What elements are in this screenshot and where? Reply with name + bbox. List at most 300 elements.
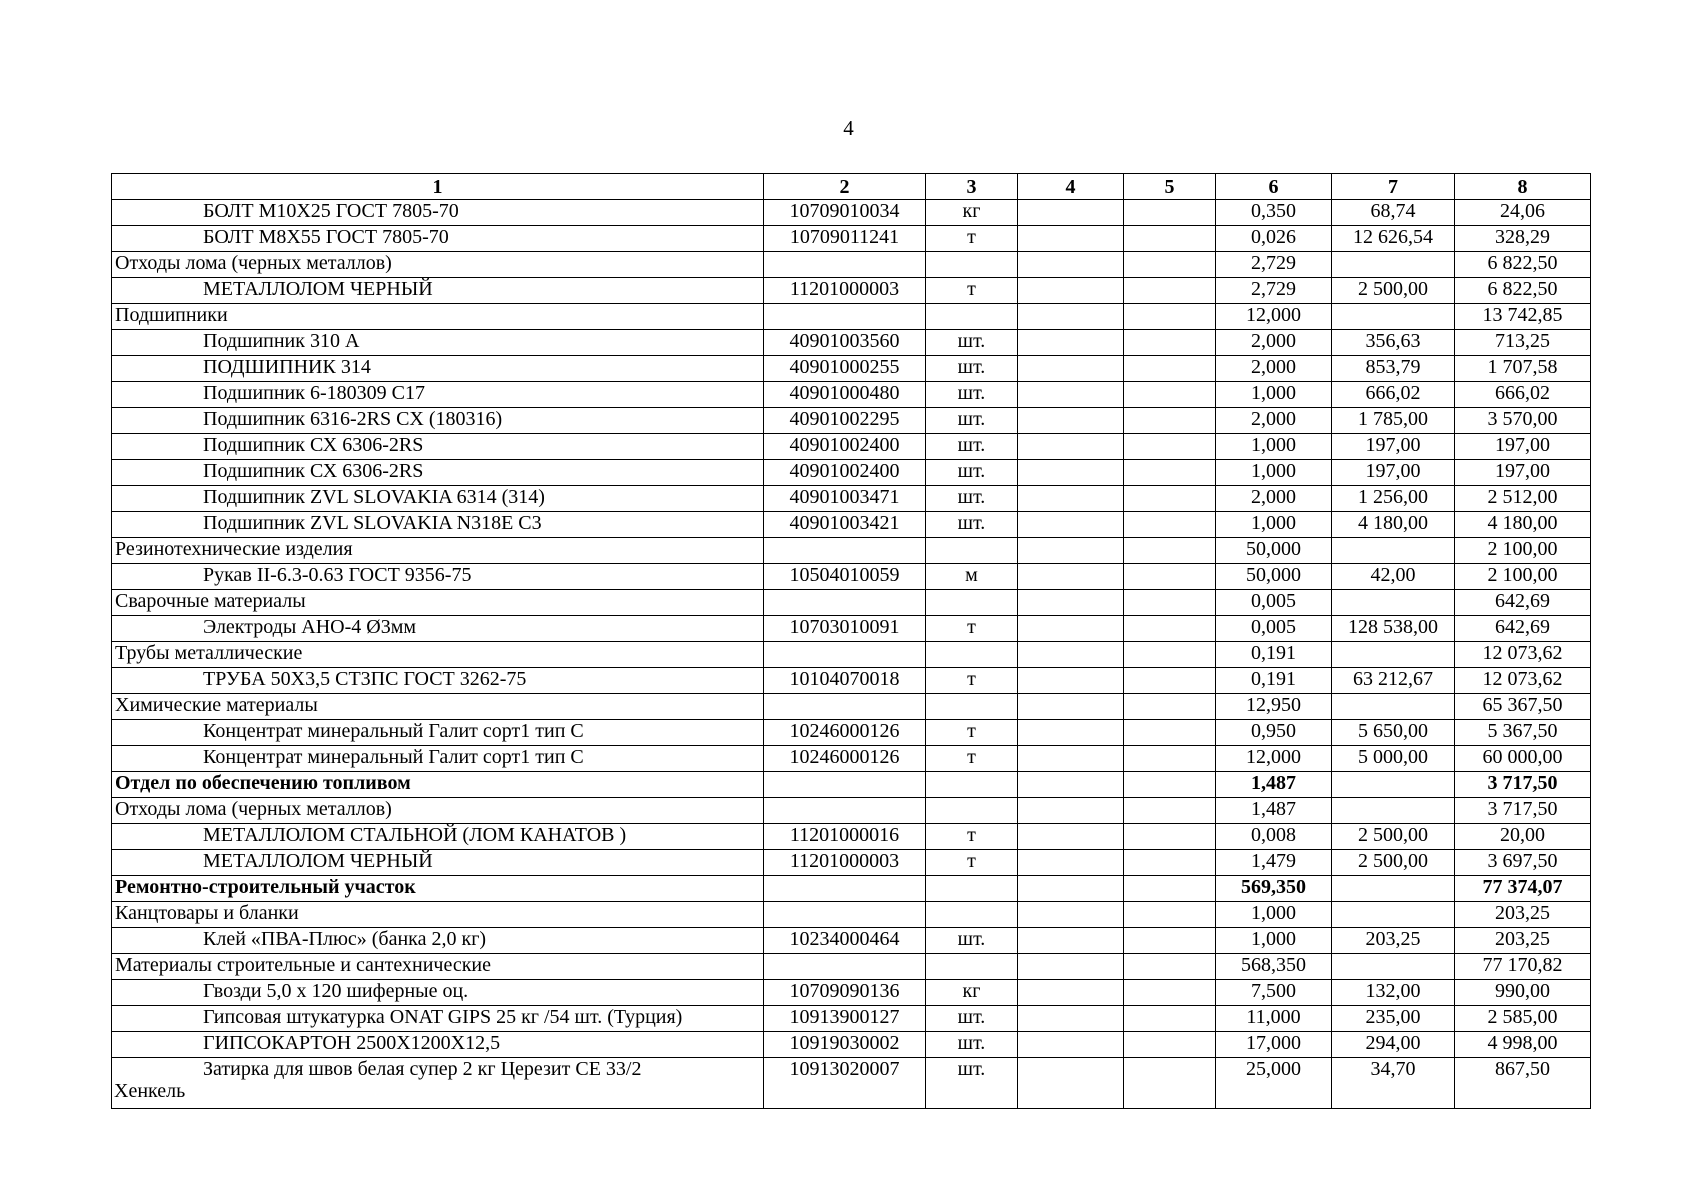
table-row [112, 330, 1591, 356]
col-5-cell [1124, 278, 1216, 304]
sum-cell: 3 717,50 [1455, 798, 1591, 824]
table-row [112, 356, 1591, 382]
item-code-cell: 10709010034 [764, 200, 926, 226]
price-cell: 1 256,00 [1332, 486, 1455, 512]
unit-cell [926, 772, 1018, 798]
price-cell: 197,00 [1332, 434, 1455, 460]
materials-table [111, 173, 1591, 1109]
item-code-cell: 10913900127 [764, 1006, 926, 1032]
col-4-cell [1018, 642, 1124, 668]
item-name-cell [112, 1058, 764, 1109]
item-code-cell: 11201000016 [764, 824, 926, 850]
item-code-cell: 10913020007 [764, 1058, 926, 1109]
item-code-cell: 11201000003 [764, 850, 926, 876]
table-row [112, 928, 1591, 954]
table-row [112, 304, 1591, 330]
table-row [112, 954, 1591, 980]
item-code-cell: 40901003560 [764, 330, 926, 356]
col-4-cell [1018, 382, 1124, 408]
item-code-cell: 40901003471 [764, 486, 926, 512]
price-cell: 12 626,54 [1332, 226, 1455, 252]
item-code-cell [764, 304, 926, 330]
col-5-cell [1124, 564, 1216, 590]
sum-cell: 1 707,58 [1455, 356, 1591, 382]
item-code-cell: 10234000464 [764, 928, 926, 954]
quantity-cell: 1,000 [1216, 460, 1332, 486]
quantity-cell: 2,000 [1216, 408, 1332, 434]
unit-cell: кг [926, 200, 1018, 226]
table-row [112, 694, 1591, 720]
item-name-cell: Подшипники [112, 304, 764, 330]
table-row [112, 720, 1591, 746]
col-5-cell [1124, 616, 1216, 642]
col-4-cell [1018, 564, 1124, 590]
table-row [112, 434, 1591, 460]
sum-cell: 203,25 [1455, 902, 1591, 928]
table-row [112, 772, 1591, 798]
item-name-line-1: Затирка для швов белая супер 2 кг Церезит СЕ 33/2 [203, 1058, 642, 1080]
price-cell [1332, 798, 1455, 824]
price-cell [1332, 590, 1455, 616]
sum-cell: 203,25 [1455, 928, 1591, 954]
col-5-cell [1124, 434, 1216, 460]
item-code-cell: 10709011241 [764, 226, 926, 252]
sum-cell: 2 100,00 [1455, 564, 1591, 590]
quantity-cell: 1,000 [1216, 512, 1332, 538]
col-4-cell [1018, 694, 1124, 720]
item-name-cell: Рукав II-6.3-0.63 ГОСТ 9356-75 [112, 564, 764, 590]
item-name-cell: Концентрат минеральный Галит сорт1 тип С [112, 720, 764, 746]
table-row [112, 382, 1591, 408]
header-col-7: 7 [1332, 174, 1455, 200]
item-name-cell: Подшипник 6316-2RS CX (180316) [112, 408, 764, 434]
col-4-cell [1018, 954, 1124, 980]
price-cell: 235,00 [1332, 1006, 1455, 1032]
item-name-cell: Резинотехнические изделия [112, 538, 764, 564]
table-row [112, 1058, 1591, 1109]
sum-cell: 713,25 [1455, 330, 1591, 356]
item-code-cell: 10703010091 [764, 616, 926, 642]
item-code-cell [764, 902, 926, 928]
item-code-cell [764, 876, 926, 902]
header-col-5: 5 [1124, 174, 1216, 200]
unit-cell: шт. [926, 1058, 1018, 1109]
quantity-cell: 568,350 [1216, 954, 1332, 980]
price-cell [1332, 772, 1455, 798]
quantity-cell: 0,350 [1216, 200, 1332, 226]
unit-cell: шт. [926, 382, 1018, 408]
price-cell: 132,00 [1332, 980, 1455, 1006]
table-row [112, 408, 1591, 434]
item-code-cell: 10504010059 [764, 564, 926, 590]
item-name-cell: Сварочные материалы [112, 590, 764, 616]
col-5-cell [1124, 850, 1216, 876]
unit-cell [926, 538, 1018, 564]
quantity-cell: 1,000 [1216, 382, 1332, 408]
header-col-3: 3 [926, 174, 1018, 200]
price-cell [1332, 694, 1455, 720]
col-5-cell [1124, 512, 1216, 538]
col-5-cell [1124, 486, 1216, 512]
item-name-cell: ПОДШИПНИК 314 [112, 356, 764, 382]
item-name-cell: Канцтовары и бланки [112, 902, 764, 928]
col-5-cell [1124, 538, 1216, 564]
item-name-cell: ГИПСОКАРТОН 2500Х1200Х12,5 [112, 1032, 764, 1058]
table-row [112, 902, 1591, 928]
price-cell [1332, 252, 1455, 278]
item-name-cell: БОЛТ М8Х55 ГОСТ 7805-70 [112, 226, 764, 252]
unit-cell [926, 642, 1018, 668]
unit-cell: т [926, 746, 1018, 772]
col-5-cell [1124, 382, 1216, 408]
item-name-cell: Химические материалы [112, 694, 764, 720]
item-code-cell: 40901000255 [764, 356, 926, 382]
item-name-cell: Клей «ПВА-Плюс» (банка 2,0 кг) [112, 928, 764, 954]
quantity-cell: 2,000 [1216, 486, 1332, 512]
item-name-cell: Подшипник 310 А [112, 330, 764, 356]
quantity-cell: 1,487 [1216, 772, 1332, 798]
sum-cell: 77 170,82 [1455, 954, 1591, 980]
sum-cell: 6 822,50 [1455, 252, 1591, 278]
header-col-6: 6 [1216, 174, 1332, 200]
table-row [112, 642, 1591, 668]
col-5-cell [1124, 642, 1216, 668]
unit-cell [926, 252, 1018, 278]
quantity-cell: 0,950 [1216, 720, 1332, 746]
price-cell: 4 180,00 [1332, 512, 1455, 538]
table-row [112, 980, 1591, 1006]
unit-cell: т [926, 616, 1018, 642]
item-name-cell: Подшипник СХ 6306-2RS [112, 434, 764, 460]
col-5-cell [1124, 590, 1216, 616]
col-4-cell [1018, 512, 1124, 538]
unit-cell: шт. [926, 434, 1018, 460]
col-5-cell [1124, 720, 1216, 746]
col-4-cell [1018, 824, 1124, 850]
price-cell: 34,70 [1332, 1058, 1455, 1109]
price-cell: 2 500,00 [1332, 824, 1455, 850]
price-cell: 42,00 [1332, 564, 1455, 590]
col-5-cell [1124, 356, 1216, 382]
price-cell: 5 000,00 [1332, 746, 1455, 772]
col-4-cell [1018, 226, 1124, 252]
col-4-cell [1018, 850, 1124, 876]
sum-cell: 3 570,00 [1455, 408, 1591, 434]
col-5-cell [1124, 226, 1216, 252]
table-body [112, 200, 1591, 1109]
col-5-cell [1124, 200, 1216, 226]
item-name-cell: Ремонтно-строительный участок [112, 876, 764, 902]
table-row [112, 824, 1591, 850]
quantity-cell: 17,000 [1216, 1032, 1332, 1058]
sum-cell: 990,00 [1455, 980, 1591, 1006]
item-code-cell [764, 642, 926, 668]
item-name-cell: Концентрат минеральный Галит сорт1 тип С [112, 746, 764, 772]
item-name-cell: Отходы лома (черных металлов) [112, 798, 764, 824]
price-cell [1332, 876, 1455, 902]
col-5-cell [1124, 330, 1216, 356]
header-col-4: 4 [1018, 174, 1124, 200]
price-cell: 666,02 [1332, 382, 1455, 408]
table-row [112, 538, 1591, 564]
quantity-cell: 2,000 [1216, 356, 1332, 382]
col-4-cell [1018, 616, 1124, 642]
price-cell: 294,00 [1332, 1032, 1455, 1058]
table-row [112, 252, 1591, 278]
quantity-cell: 2,729 [1216, 252, 1332, 278]
col-5-cell [1124, 304, 1216, 330]
unit-cell [926, 694, 1018, 720]
col-4-cell [1018, 928, 1124, 954]
col-5-cell [1124, 772, 1216, 798]
unit-cell: шт. [926, 512, 1018, 538]
item-name-cell: МЕТАЛЛОЛОМ ЧЕРНЫЙ [112, 850, 764, 876]
item-name-cell: Трубы металлические [112, 642, 764, 668]
item-code-cell: 10246000126 [764, 720, 926, 746]
col-4-cell [1018, 590, 1124, 616]
item-name-cell: Подшипник 6-180309 С17 [112, 382, 764, 408]
quantity-cell: 0,005 [1216, 616, 1332, 642]
price-cell: 356,63 [1332, 330, 1455, 356]
col-5-cell [1124, 928, 1216, 954]
price-cell [1332, 902, 1455, 928]
col-4-cell [1018, 798, 1124, 824]
quantity-cell: 12,000 [1216, 304, 1332, 330]
sum-cell: 13 742,85 [1455, 304, 1591, 330]
sum-cell: 197,00 [1455, 460, 1591, 486]
table-row [112, 460, 1591, 486]
item-code-cell: 10246000126 [764, 746, 926, 772]
quantity-cell: 12,950 [1216, 694, 1332, 720]
col-4-cell [1018, 772, 1124, 798]
price-cell: 68,74 [1332, 200, 1455, 226]
item-name-cell: Гвозди 5,0 х 120 шиферные оц. [112, 980, 764, 1006]
unit-cell: т [926, 824, 1018, 850]
col-5-cell [1124, 798, 1216, 824]
col-4-cell [1018, 304, 1124, 330]
quantity-cell: 12,000 [1216, 746, 1332, 772]
table-row [112, 486, 1591, 512]
sum-cell: 2 512,00 [1455, 486, 1591, 512]
item-name-cell: МЕТАЛЛОЛОМ ЧЕРНЫЙ [112, 278, 764, 304]
item-code-cell [764, 772, 926, 798]
item-code-cell: 40901000480 [764, 382, 926, 408]
col-5-cell [1124, 1058, 1216, 1109]
unit-cell [926, 590, 1018, 616]
sum-cell: 12 073,62 [1455, 642, 1591, 668]
col-4-cell [1018, 486, 1124, 512]
table-row [112, 1006, 1591, 1032]
price-cell: 5 650,00 [1332, 720, 1455, 746]
sum-cell: 642,69 [1455, 616, 1591, 642]
unit-cell: шт. [926, 1006, 1018, 1032]
sum-cell: 65 367,50 [1455, 694, 1591, 720]
sum-cell: 642,69 [1455, 590, 1591, 616]
unit-cell: кг [926, 980, 1018, 1006]
item-name-cell: Подшипник СХ 6306-2RS [112, 460, 764, 486]
col-5-cell [1124, 954, 1216, 980]
unit-cell [926, 798, 1018, 824]
unit-cell: т [926, 226, 1018, 252]
header-col-8: 8 [1455, 174, 1591, 200]
table-row [112, 590, 1591, 616]
item-code-cell [764, 954, 926, 980]
col-4-cell [1018, 746, 1124, 772]
col-5-cell [1124, 1006, 1216, 1032]
col-4-cell [1018, 408, 1124, 434]
col-4-cell [1018, 720, 1124, 746]
price-cell: 2 500,00 [1332, 278, 1455, 304]
price-cell: 203,25 [1332, 928, 1455, 954]
unit-cell: т [926, 668, 1018, 694]
quantity-cell: 569,350 [1216, 876, 1332, 902]
item-name-line-2: Хенкель [114, 1080, 186, 1102]
sum-cell: 328,29 [1455, 226, 1591, 252]
price-cell: 1 785,00 [1332, 408, 1455, 434]
sum-cell: 60 000,00 [1455, 746, 1591, 772]
quantity-cell: 50,000 [1216, 538, 1332, 564]
quantity-cell: 1,000 [1216, 928, 1332, 954]
price-cell: 63 212,67 [1332, 668, 1455, 694]
unit-cell: м [926, 564, 1018, 590]
price-cell: 2 500,00 [1332, 850, 1455, 876]
col-5-cell [1124, 746, 1216, 772]
col-4-cell [1018, 356, 1124, 382]
item-name-cell: Электроды АНО-4 Ø3мм [112, 616, 764, 642]
price-cell: 197,00 [1332, 460, 1455, 486]
unit-cell: т [926, 850, 1018, 876]
col-4-cell [1018, 980, 1124, 1006]
quantity-cell: 0,008 [1216, 824, 1332, 850]
item-code-cell: 11201000003 [764, 278, 926, 304]
unit-cell [926, 876, 1018, 902]
sum-cell: 666,02 [1455, 382, 1591, 408]
price-cell [1332, 954, 1455, 980]
item-name-cell: Материалы строительные и сантехнические [112, 954, 764, 980]
sum-cell: 197,00 [1455, 434, 1591, 460]
table-row [112, 850, 1591, 876]
sum-cell: 3 697,50 [1455, 850, 1591, 876]
item-code-cell [764, 538, 926, 564]
col-5-cell [1124, 252, 1216, 278]
sum-cell: 12 073,62 [1455, 668, 1591, 694]
item-code-cell: 10709090136 [764, 980, 926, 1006]
quantity-cell: 2,729 [1216, 278, 1332, 304]
item-name-cell: Гипсовая штукатурка ONAT GIPS 25 кг /54 шт. (Турция) [112, 1006, 764, 1032]
quantity-cell: 1,487 [1216, 798, 1332, 824]
col-4-cell [1018, 434, 1124, 460]
table-row [112, 668, 1591, 694]
col-5-cell [1124, 876, 1216, 902]
unit-cell [926, 304, 1018, 330]
table-row [112, 746, 1591, 772]
quantity-cell: 1,000 [1216, 434, 1332, 460]
header-row [112, 174, 1591, 200]
item-name-cell: Подшипник ZVL SLOVAKIA N318E C3 [112, 512, 764, 538]
col-4-cell [1018, 278, 1124, 304]
page-number: 4 [843, 116, 854, 140]
price-cell: 128 538,00 [1332, 616, 1455, 642]
quantity-cell: 50,000 [1216, 564, 1332, 590]
col-4-cell [1018, 200, 1124, 226]
col-4-cell [1018, 538, 1124, 564]
item-code-cell [764, 252, 926, 278]
sum-cell: 24,06 [1455, 200, 1591, 226]
table-row [112, 278, 1591, 304]
item-code-cell: 40901002295 [764, 408, 926, 434]
table-row [112, 564, 1591, 590]
sum-cell: 6 822,50 [1455, 278, 1591, 304]
table-row [112, 616, 1591, 642]
item-name-cell: Отходы лома (черных металлов) [112, 252, 764, 278]
unit-cell: шт. [926, 460, 1018, 486]
price-cell [1332, 642, 1455, 668]
sum-cell: 2 585,00 [1455, 1006, 1591, 1032]
col-4-cell [1018, 668, 1124, 694]
item-name-cell: ТРУБА 50Х3,5 СТ3ПС ГОСТ 3262-75 [112, 668, 764, 694]
col-5-cell [1124, 902, 1216, 928]
unit-cell [926, 954, 1018, 980]
col-4-cell [1018, 1058, 1124, 1109]
unit-cell [926, 902, 1018, 928]
quantity-cell: 0,191 [1216, 642, 1332, 668]
sum-cell: 5 367,50 [1455, 720, 1591, 746]
col-4-cell [1018, 252, 1124, 278]
col-4-cell [1018, 1032, 1124, 1058]
col-5-cell [1124, 408, 1216, 434]
col-4-cell [1018, 876, 1124, 902]
col-4-cell [1018, 902, 1124, 928]
price-cell [1332, 538, 1455, 564]
item-name-cell: Подшипник ZVL SLOVAKIA 6314 (314) [112, 486, 764, 512]
quantity-cell: 11,000 [1216, 1006, 1332, 1032]
header-col-2: 2 [764, 174, 926, 200]
item-code-cell: 40901002400 [764, 434, 926, 460]
item-name-cell: БОЛТ М10Х25 ГОСТ 7805-70 [112, 200, 764, 226]
unit-cell: шт. [926, 1032, 1018, 1058]
col-5-cell [1124, 694, 1216, 720]
quantity-cell: 0,026 [1216, 226, 1332, 252]
unit-cell: шт. [926, 928, 1018, 954]
item-code-cell: 40901002400 [764, 460, 926, 486]
table-row [112, 798, 1591, 824]
item-code-cell: 10104070018 [764, 668, 926, 694]
table-row [112, 200, 1591, 226]
sum-cell: 20,00 [1455, 824, 1591, 850]
item-code-cell: 10919030002 [764, 1032, 926, 1058]
col-4-cell [1018, 330, 1124, 356]
col-5-cell [1124, 460, 1216, 486]
col-5-cell [1124, 668, 1216, 694]
col-4-cell [1018, 460, 1124, 486]
unit-cell: шт. [926, 486, 1018, 512]
quantity-cell: 1,000 [1216, 902, 1332, 928]
unit-cell: т [926, 278, 1018, 304]
unit-cell: т [926, 720, 1018, 746]
col-5-cell [1124, 980, 1216, 1006]
item-code-cell [764, 590, 926, 616]
sum-cell: 4 998,00 [1455, 1032, 1591, 1058]
item-name-cell: МЕТАЛЛОЛОМ СТАЛЬНОЙ (ЛОМ КАНАТОВ ) [112, 824, 764, 850]
unit-cell: шт. [926, 356, 1018, 382]
table-row [112, 512, 1591, 538]
col-5-cell [1124, 1032, 1216, 1058]
table-row [112, 876, 1591, 902]
col-4-cell [1018, 1006, 1124, 1032]
quantity-cell: 25,000 [1216, 1058, 1332, 1109]
unit-cell: шт. [926, 408, 1018, 434]
item-code-cell: 40901003421 [764, 512, 926, 538]
